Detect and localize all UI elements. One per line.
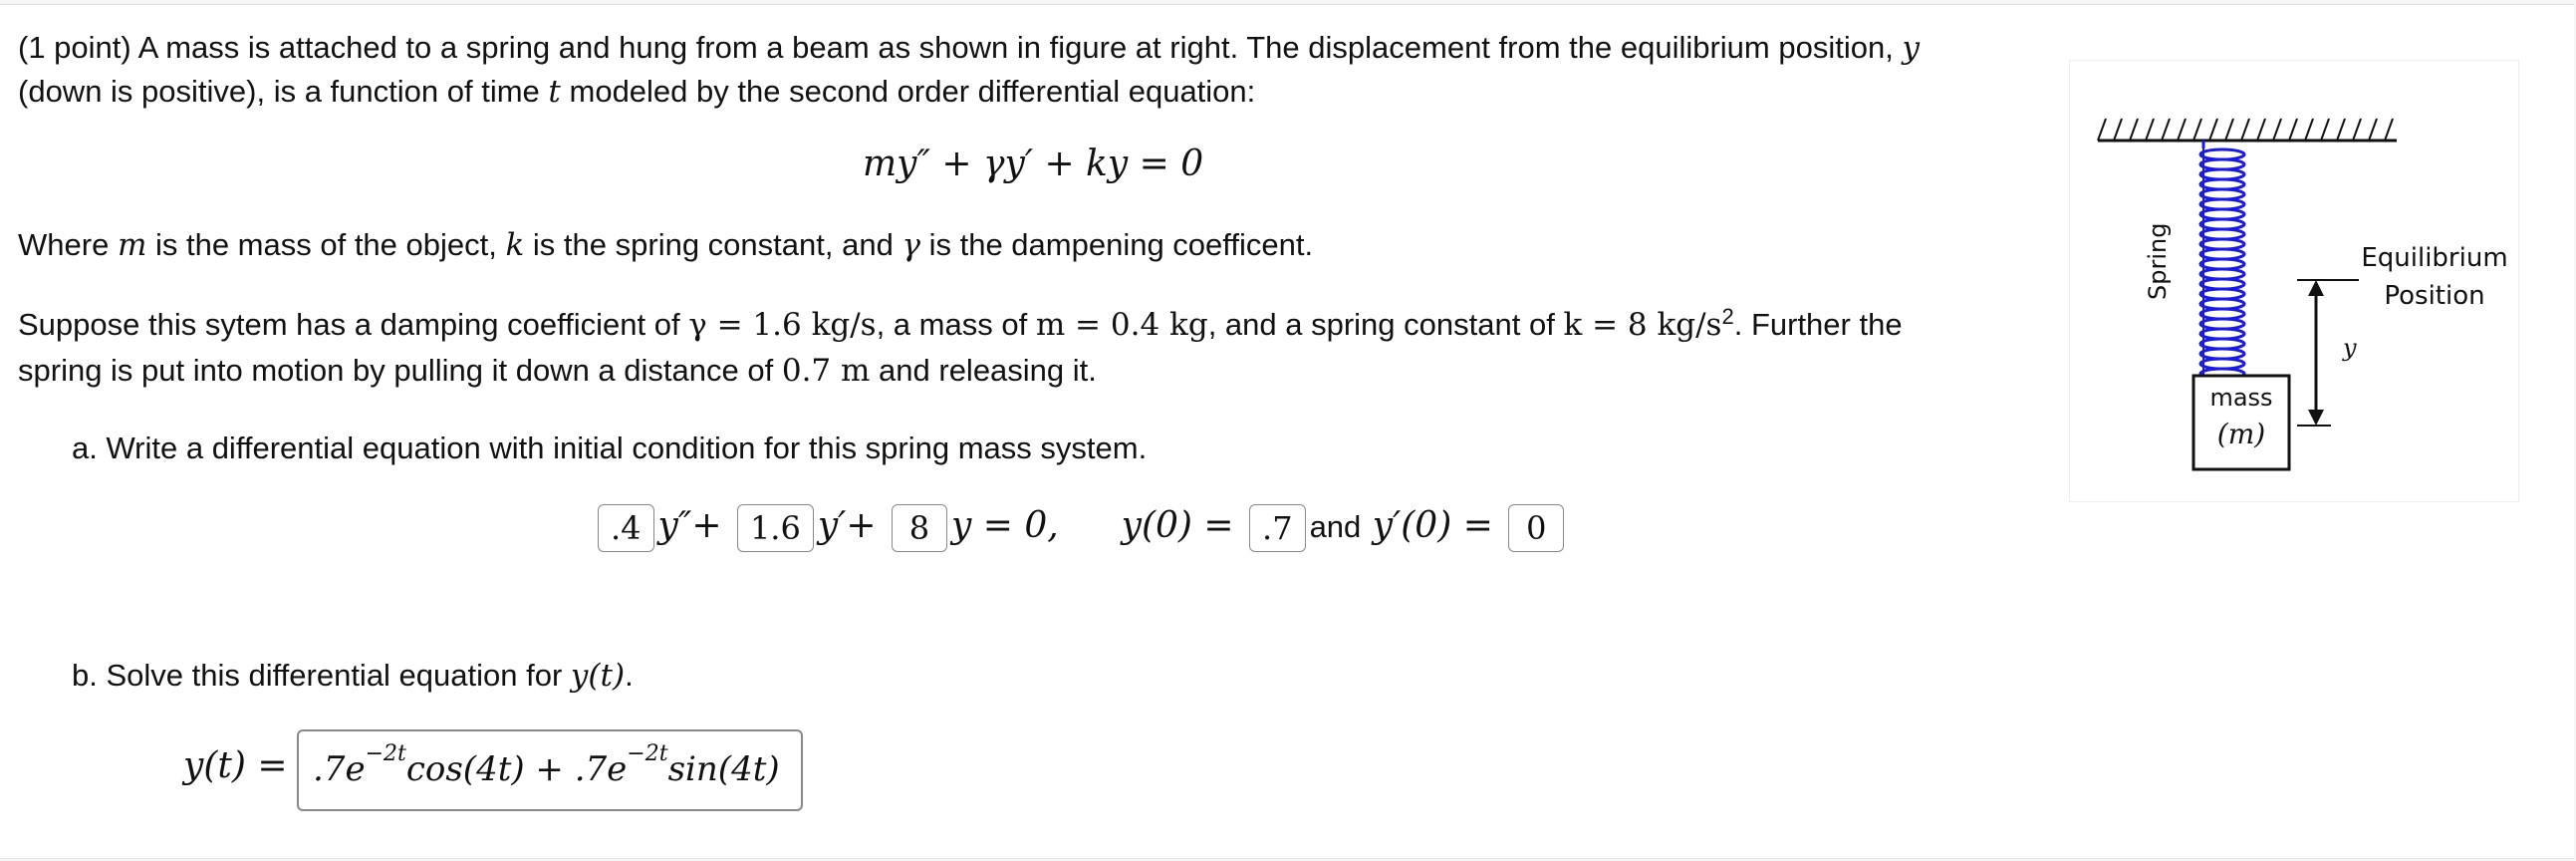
- answer-yp0-field[interactable]: 0: [1508, 504, 1564, 552]
- intro-text-2a: (down is positive), is a function of time: [18, 74, 540, 109]
- y-label: y: [2343, 334, 2357, 362]
- spring-coil: [2200, 149, 2244, 389]
- var-y: y: [1902, 30, 1920, 66]
- sol-term2: sin(4t): [667, 749, 780, 789]
- distance-value: 0.7 m: [781, 353, 871, 389]
- where-line: [18, 223, 1313, 267]
- answer-m-field[interactable]: .4: [598, 504, 654, 552]
- sym-ypp: y″+: [657, 505, 722, 546]
- gamma-value: γ = 1.6 kg/s: [688, 307, 877, 343]
- spring-label: Spring: [2144, 222, 2172, 300]
- spring-diagram: [2070, 61, 2518, 501]
- equilibrium-label-1: Equilibrium: [2361, 243, 2508, 273]
- where-text-a: Where: [18, 227, 110, 262]
- k-exponent: 2: [1721, 304, 1734, 329]
- var-yt: y(t): [570, 658, 626, 694]
- sol-exp2: −2t: [627, 741, 668, 766]
- var-t: t: [548, 74, 561, 110]
- answer-k-field[interactable]: 8: [892, 504, 947, 552]
- intro-line-1: [18, 26, 1920, 70]
- sym-y0: y = 0,: [950, 505, 1059, 546]
- sym-yp: y′+: [817, 505, 877, 546]
- suppose-text-d: . Further the: [1733, 307, 1903, 342]
- intro-text-2b: modeled by the second order differential equation:: [569, 74, 1256, 109]
- suppose-line-2: [18, 349, 1097, 393]
- suppose-text-f: and releasing it.: [879, 353, 1097, 388]
- part-a-equation: [594, 504, 1568, 552]
- var-m: m: [117, 227, 147, 263]
- part-b-period: .: [625, 658, 634, 693]
- and-text: and: [1309, 509, 1362, 544]
- mass-symbol: (m): [2216, 418, 2266, 450]
- sol-exp1: −2t: [365, 741, 406, 766]
- where-text-b: is the mass of the object,: [154, 227, 497, 262]
- suppose-text-e: spring is put into motion by pulling it down a distance of: [18, 353, 774, 388]
- intro-text-1: (1 point) A mass is attached to a spring and hung from a beam as shown in figure at right. The displacement from the equilibrium position,: [18, 30, 1894, 65]
- sol-term1: cos(4t) + .7e: [405, 749, 628, 789]
- intro-line-2: [18, 70, 1255, 114]
- main-equation: my″ + γy′ + ky = 0: [863, 144, 1204, 184]
- part-b-text: b. Solve this differential equation for: [72, 658, 563, 693]
- answer-gamma-field[interactable]: 1.6: [737, 504, 814, 552]
- beam-hatching: [2098, 119, 2393, 141]
- part-b-lhs: y(t) =: [183, 745, 288, 786]
- solution-expression: [313, 741, 780, 789]
- part-a-prompt: a. Write a differential equation with initial condition for this spring mass system.: [72, 430, 1148, 465]
- sol-coef1: .7e: [313, 749, 366, 789]
- mass-label: mass: [2209, 384, 2273, 412]
- spring-mass-figure: [2069, 60, 2519, 502]
- suppose-text-b: , a mass of: [876, 307, 1028, 342]
- part-b-prompt: [72, 654, 634, 698]
- suppose-line-1: [18, 303, 1903, 347]
- sym-init-yp: y′(0) =: [1372, 505, 1493, 546]
- where-text-d: is the dampening coefficent.: [928, 227, 1314, 262]
- var-k: k: [505, 227, 525, 263]
- answer-y0-field[interactable]: .7: [1249, 504, 1306, 552]
- where-text-c: is the spring constant, and: [532, 227, 894, 262]
- solution-answer-field[interactable]: [297, 729, 803, 811]
- sym-init-y: y(0) =: [1121, 505, 1234, 546]
- var-gamma: γ: [902, 227, 920, 263]
- mass-value: m = 0.4 kg: [1035, 307, 1208, 343]
- equilibrium-label-2: Position: [2384, 281, 2485, 311]
- suppose-text-a: Suppose this sytem has a damping coefficient of: [18, 307, 680, 342]
- k-value: k = 8 kg/s: [1563, 307, 1722, 343]
- suppose-text-c: , and a spring constant of: [1207, 307, 1555, 342]
